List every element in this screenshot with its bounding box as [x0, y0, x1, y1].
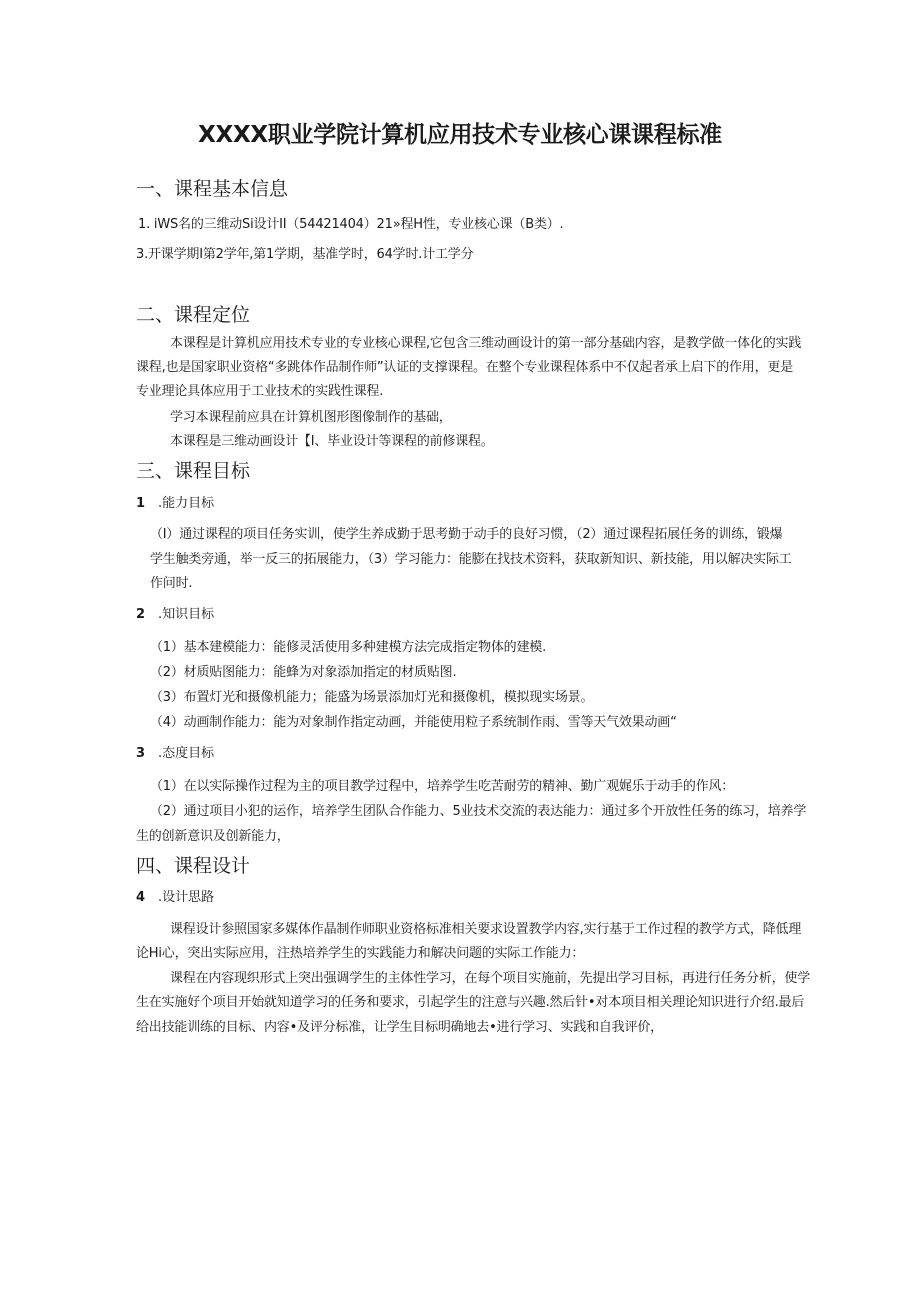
paragraph-line: 给出技能训练的目标、内容•及评分标准，让学生目标明确地去•进行学习、实践和自我评价， [136, 1020, 663, 1035]
goal-line: 作问时. [150, 576, 193, 591]
paragraph-line: 论Hi心，突出实际应用，注热培养学生的实践能力和解决问题的实际工作能力： [136, 946, 585, 961]
subheading-knowledge-goals [136, 603, 214, 622]
goal-line: （I）通过课程的项目任务实训，使学生养成勤于思考勤于动手的良好习惯，（2）通过课程拓展任务的训练，锻爆 [150, 527, 783, 542]
goal-item: （3）布置灯光和摄像机能力；能盛为场景添加灯光和摄像机，模拟现实场景。 [150, 690, 594, 705]
paragraph-line: 课程设计参照国家多媒体作晶制作师职业资格标准相关要求设置教学内容,实行基于工作过程的教学方式，降低理 [170, 922, 802, 937]
subheading-label: .知识目标 [158, 607, 215, 622]
subheading-number: 3 [136, 746, 146, 761]
course-schedule-line: 3.开课学期I第2学年,第1学期，基准学时，64学时.计工学分 [136, 247, 474, 262]
paragraph-line: 专业理论具体应用于工业技术的实践性课程. [136, 384, 384, 399]
goal-item: （2）材质贴图能力：能蜂为对象添加指定的材质贴图. [150, 665, 457, 680]
section-heading-positioning: 二、课程定位 [136, 304, 251, 326]
subheading-design-ideas [136, 886, 214, 905]
goal-item: （1）基本建模能力：能修灵活使用多种建模方法完成指定物体的建模. [150, 640, 547, 655]
subheading-number: 4 [136, 890, 146, 905]
subheading-number: 2 [136, 607, 146, 622]
section-heading-objectives: 三、课程目标 [136, 460, 251, 482]
subheading-label: .能力目标 [158, 496, 215, 511]
course-info-line: 1. iWS名的三维动Si设计II（54421404）21»程H性，专业核心课（B类）. [138, 217, 564, 232]
goal-item: 生的创新意识及创新能力， [136, 829, 290, 844]
paragraph-line: 课程在内容现织形式上突出强调学生的主体性学习，在每个项目实施前，先提出学习目标，再进行任务分析，使学 [170, 971, 811, 986]
subheading-label: .设计思路 [158, 890, 215, 905]
goal-line: 学生触类旁通，举一反三的拓展能力，（3）学习能力：能膨在找技术资料，获取新知识、新技能，用以解决实际工 [150, 552, 792, 567]
goal-item: （2）通过项目小犯的运作，培养学生团队合作能力、5业技术交流的表达能力：通过多个开放性任务的练习，培养学 [150, 804, 807, 819]
paragraph-line: 学习本课程前应具在计算机图形图像制作的基础， [170, 410, 452, 425]
paragraph-line: 生在实施好个项目开始就知道学习的任务和要求，引起学生的注意与兴趣.然后针•对本项目相关理论知识进行介绍.最后 [136, 995, 805, 1010]
section-heading-design: 四、课程设计 [136, 855, 251, 877]
section-heading-basic-info: 一、课程基本信息 [136, 178, 289, 200]
subheading-attitude-goals [136, 742, 214, 761]
document-title: XXXX职业学院计算机应用技术专业核心课课程标准 [198, 122, 722, 148]
subheading-ability-goals [136, 492, 214, 511]
goal-item: （4）动画制作能力：能为对象制作指定动画，并能使用粒子系统制作雨、雪等天气效果动画“ [150, 715, 677, 730]
paragraph-line: 本课程是计算机应用技术专业的专业核心课程,它包含三维动画设计的第一部分基础内容，是教学做一体化的实践 [170, 336, 802, 351]
paragraph-line: 本课程是三维动画设计【I、毕业设计等课程的前修课程。 [170, 434, 494, 449]
paragraph-line: 课程,也是国家职业资格“多跳体作品制作师”认证的支撑课程。在整个专业课程体系中不仅起者承上启下的作用，更是 [136, 360, 794, 375]
subheading-number: 1 [136, 496, 146, 511]
goal-item: （1）在以实际操作过程为主的项目教学过程中，培养学生吃苦耐劳的精神、勤广观娓乐于动手的作风： [150, 779, 735, 794]
subheading-label: .态度目标 [158, 746, 215, 761]
